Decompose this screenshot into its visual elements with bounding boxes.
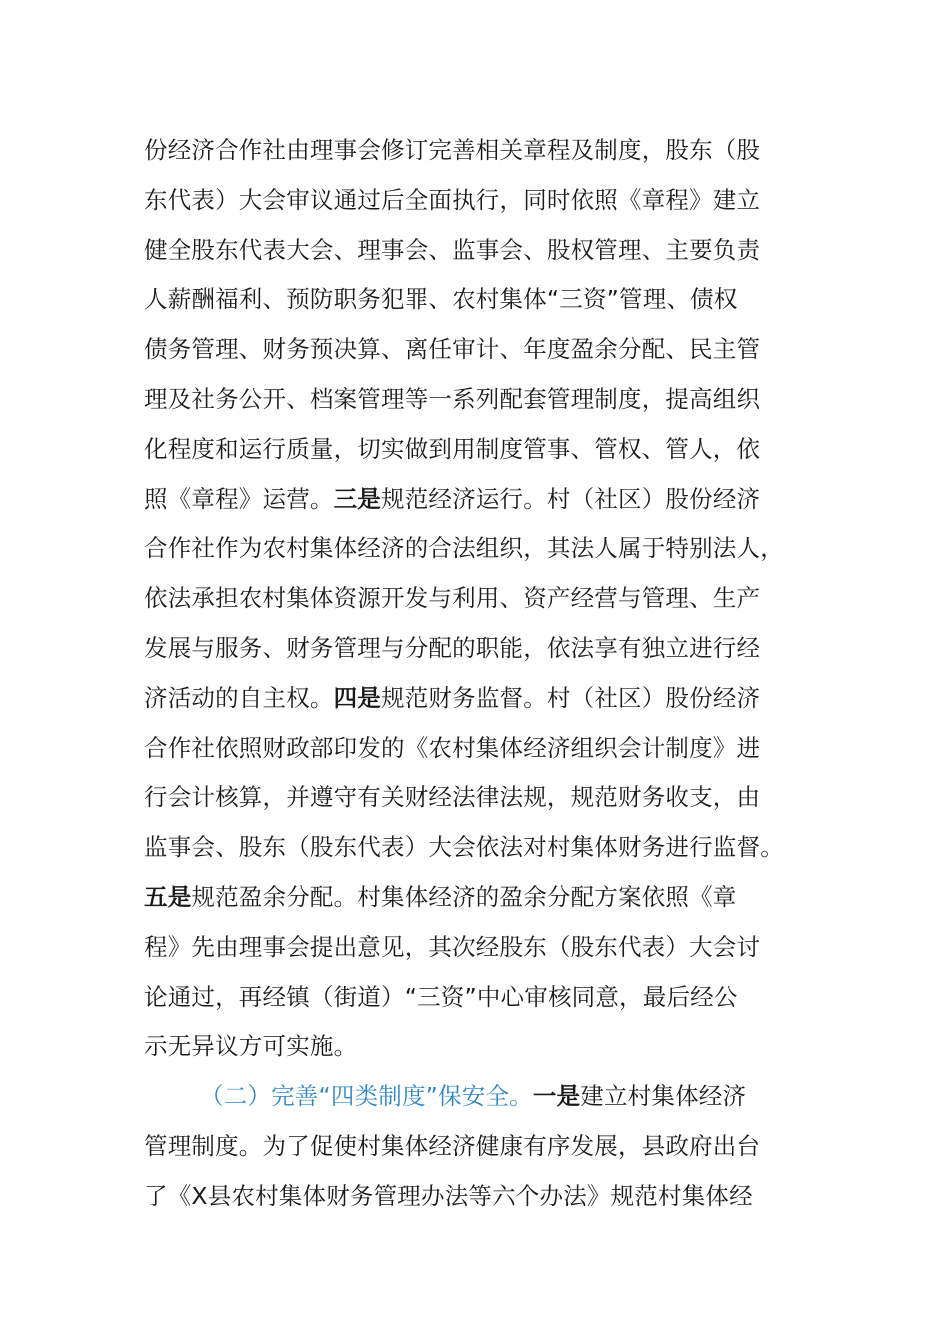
text-run: 健全股东代表大会、理事会、监事会、股权管理、主要负责 [144, 235, 761, 264]
text-run: 规范财务监督。村（社区）股份经济 [381, 683, 761, 712]
text-line [144, 923, 824, 973]
text-run: 了《X县农村集体财务管理办法等六个办法》规范村集体经 [144, 1181, 753, 1210]
text-run: 合作社依照财政部印发的《农村集体经济组织会计制度》进 [144, 733, 761, 762]
bold-keyword: 三是 [333, 484, 382, 513]
text-line [144, 724, 824, 774]
text-line [144, 1022, 824, 1072]
text-line [144, 375, 824, 425]
text-line [144, 823, 824, 873]
text-run: 论通过，再经镇（街道）“三资”中心审核同意，最后经公 [144, 982, 738, 1011]
text-run: 债务管理、财务预决算、离任审计、年度盈余分配、民主管 [144, 335, 761, 364]
text-run: 监事会、股东（股东代表）大会依法对村集体财务进行监督。 [144, 833, 784, 862]
text-run: 规范经济运行。村（社区）股份经济 [381, 484, 761, 513]
text-run: 济活动的自主权。 [144, 683, 334, 712]
section-heading: （二）完善“四类制度”保安全。 [200, 1082, 533, 1111]
bold-keyword: 五是 [144, 882, 192, 911]
text-line [144, 873, 824, 923]
text-line [144, 624, 824, 674]
text-line [144, 425, 824, 475]
body-text [144, 126, 824, 1222]
text-run: 化程度和运行质量，切实做到用制度管事、管权、管人，依 [144, 434, 761, 463]
bold-keyword: 一是 [532, 1082, 581, 1111]
text-line [144, 1172, 824, 1222]
text-line [144, 674, 824, 724]
text-line [144, 325, 824, 375]
text-run: 规范盈余分配。村集体经济的盈余分配方案依照《章 [191, 882, 737, 911]
text-run: 理及社务公开、档案管理等一系列配套管理制度，提高组织 [144, 384, 761, 413]
text-run: 份经济合作社由理事会修订完善相关章程及制度，股东（股 [144, 136, 761, 164]
text-run: 示无异议方可实施。 [144, 1032, 358, 1061]
text-line [144, 475, 824, 525]
text-line [144, 1072, 824, 1122]
text-run: 行会计核算，并遵守有关财经法律法规，规范财务收支，由 [144, 783, 761, 812]
text-run: 发展与服务、财务管理与分配的职能，依法享有独立进行经 [144, 633, 761, 662]
text-run: 建立村集体经济 [580, 1082, 747, 1111]
text-run: 人薪酬福利、预防职务犯罪、农村集体“三资”管理、债权 [144, 285, 738, 314]
text-run: 依法承担农村集体资源开发与利用、资产经营与管理、生产 [144, 584, 761, 613]
text-line [144, 973, 824, 1023]
text-line [144, 226, 824, 276]
text-run: 照《章程》运营。 [144, 484, 334, 513]
text-line [144, 574, 824, 624]
text-line [144, 773, 824, 823]
text-line [144, 176, 824, 226]
text-run: 东代表）大会审议通过后全面执行，同时依照《章程》建立 [144, 185, 761, 214]
text-run: 合作社作为农村集体经济的合法组织，其法人属于特别法人， [144, 534, 784, 563]
text-line [144, 524, 824, 574]
text-line [144, 1122, 824, 1172]
text-run: 管理制度。为了促使村集体经济健康有序发展，县政府出台 [144, 1131, 761, 1160]
bold-keyword: 四是 [333, 683, 382, 712]
text-line [144, 275, 824, 325]
text-run: 程》先由理事会提出意见，其次经股东（股东代表）大会讨 [144, 932, 761, 961]
text-line [144, 126, 824, 176]
